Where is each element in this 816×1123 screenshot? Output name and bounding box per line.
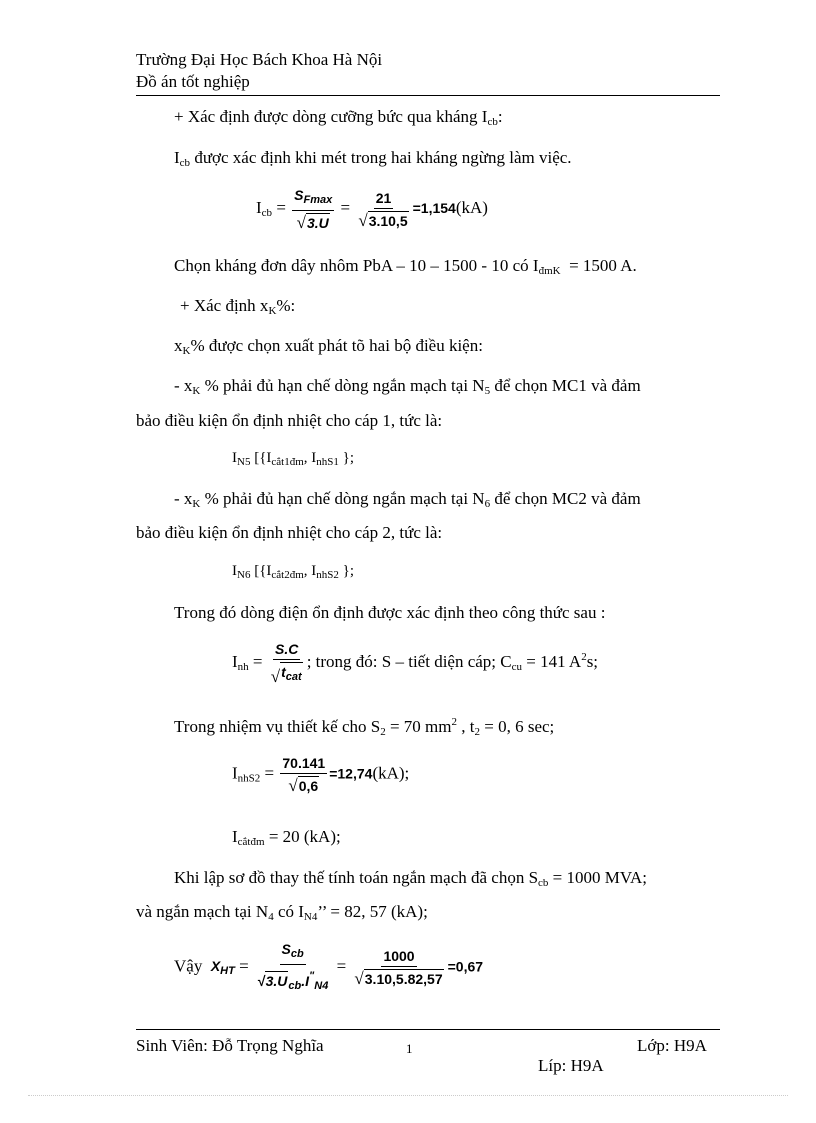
p9-a: I <box>232 563 237 579</box>
eq1-frac2: 21 √ 3.10,5 <box>358 189 408 230</box>
p9-d: }; <box>338 563 355 579</box>
footer-class-duplicate: Líp: H9A <box>538 1056 604 1075</box>
eq1-result: =1,154 <box>412 199 456 216</box>
p12-tail: = 20 (kA); <box>264 827 341 846</box>
eq4-den1: 3.U <box>265 973 288 989</box>
equation-inhs2: $I_{nhS2}$ = 70.141 √ 0,6 =12,74(kA); <box>232 755 410 795</box>
p7-b-sub: cắt1đm <box>271 456 304 468</box>
p13a-tail: = 1000 MVA; <box>548 868 647 887</box>
p4-sub: K <box>268 305 277 317</box>
eq4-den1-i: .I <box>301 973 310 989</box>
eq4-lhs-sub: HT <box>220 965 235 978</box>
line-p2 <box>174 148 572 169</box>
line-p13b <box>136 902 428 923</box>
p7-a: I <box>232 450 237 466</box>
header-university: Trường Đại Học Bách Khoa Hà Nội <box>136 50 383 69</box>
p1-text: + Xác định được dòng cưỡng bức qua kháng I <box>174 107 488 126</box>
p4-text: + Xác định x <box>180 296 269 315</box>
p11-mid: = 70 mm <box>385 717 452 736</box>
line-p7 <box>232 450 354 468</box>
eq4-den1-sup: " <box>309 970 315 982</box>
line-p6b: bảo điều kiện ổn định nhiệt cho cáp 1, tức là: <box>136 411 443 430</box>
p13b-text: và ngắn mạch tại N <box>136 902 269 921</box>
p5-tail: % được chọn xuất phát tõ hai bộ điều kiện: <box>190 336 483 355</box>
p7-b: [{I <box>250 450 272 466</box>
eq2-frac: S.C √ $t_{cat}$ <box>270 641 302 686</box>
p5-text: x <box>174 336 183 355</box>
eq4-label: Vậy <box>174 956 203 976</box>
eq1-unit: (kA) <box>455 197 488 217</box>
p13b-sub: 4 <box>268 911 274 923</box>
p13a-text: Khi lập sơ đồ thay thế tính toán ngắn mạch đã chọn S <box>174 868 539 887</box>
p5-sub: K <box>182 345 191 357</box>
p8a-text: - x <box>174 489 193 508</box>
eq4-den2: 3.10,5.82,57 <box>364 971 443 987</box>
p11-sup: 2 <box>451 716 457 728</box>
p11-text: Trong nhiệm vụ thiết kế cho S <box>174 717 381 736</box>
line-p13a <box>174 868 647 889</box>
p3-sub: đmK <box>538 265 561 277</box>
p1-sub: cb <box>487 116 498 128</box>
eq2-tail2: = 141 A <box>522 651 582 671</box>
p13b-tail: ’’ = 82, 57 (kA); <box>317 902 428 921</box>
p3-tail: = 1500 A. <box>569 256 637 275</box>
eq2-tail-sub: cu <box>511 660 522 673</box>
line-p3 <box>174 256 637 277</box>
eq4-result: =0,67 <box>447 958 484 975</box>
eq3-num: 70.141 <box>280 754 327 774</box>
p6a-mid: % phải đủ hạn chế dòng ngắn mạch tại N <box>200 376 485 395</box>
eq4-frac1: $S_{cb}$ √ 3.U $_{cb}.I^"_{N4}$ <box>256 941 329 992</box>
eq4-num2: 1000 <box>381 947 416 967</box>
equation-xht: Vậy $X_{HT}$ = $S_{cb}$ √ 3.U $_{cb}.I^"_{N4}$ = 1000 √ 3.10,5.82,57 =0,67 <box>174 940 483 995</box>
eq3-lhs: I <box>232 763 238 783</box>
p2-text: được xác định khi mét trong hai kháng ngừng làm việc. <box>190 148 572 167</box>
eq2-tail: ; trong đó: S – tiết diện cáp; C <box>306 651 512 671</box>
equation-icb: $I_{cb}$ = $S_{Fmax}$ √ 3.U = 21 √ 3.10,5 =1,154(kA) <box>256 187 488 232</box>
eq3-unit: (kA); <box>372 763 410 783</box>
eq1-den1: 3.U <box>306 215 329 231</box>
p2-symbol: I <box>174 148 180 167</box>
eq4-den1-isub: N4 <box>314 980 329 992</box>
p4-tail: %: <box>276 296 296 315</box>
eq4-lhs: X <box>210 958 221 975</box>
p11-sub2: 2 <box>474 726 480 738</box>
eq4-num1: S <box>281 941 291 957</box>
p9-a-sub: N6 <box>237 569 251 581</box>
p2-sub: cb <box>179 157 191 169</box>
line-p5 <box>174 336 483 357</box>
p13b-sub2: N4 <box>303 911 318 923</box>
p8a-tail: để chọn MC2 và đảm <box>490 489 641 508</box>
line-p8a <box>174 489 641 510</box>
eq2-tail-sup: 2 <box>581 650 587 663</box>
p13a-sub: cb <box>538 877 549 889</box>
eq2-tail3: s; <box>586 651 599 671</box>
footer-rule <box>136 1029 720 1030</box>
line-p10: Trong đó dòng điện ổn định được xác định theo công thức sau : <box>174 603 606 622</box>
p9-c-sub: nhS2 <box>316 569 339 581</box>
equation-inh: $I_{nh}$ = S.C √ $t_{cat}$ ; trong đó: S – tiết diện cáp; $C_{cu} = 141$ $A^2s$; <box>232 641 599 686</box>
p7-a-sub: N5 <box>237 456 251 468</box>
p6a-tail: để chọn MC1 và đảm <box>490 376 641 395</box>
page-bottom-divider <box>28 1095 788 1096</box>
p3-text: Chọn kháng đơn dây nhôm PbA – 10 – 1500 - 10 có I <box>174 256 539 275</box>
p11-sub: 2 <box>380 726 386 738</box>
eq4-frac2: 1000 √ 3.10,5.82,57 <box>354 948 443 988</box>
eq2-den-sub: cat <box>285 671 302 683</box>
footer-student: Sinh Viên: Đỗ Trọng Nghĩa <box>136 1036 324 1055</box>
header-project: Đồ án tốt nghiệp <box>136 72 250 91</box>
p8a-mid: % phải đủ hạn chế dòng ngắn mạch tại N <box>200 489 485 508</box>
eq2-lhs-sub: nh <box>237 660 249 673</box>
line-p9 <box>232 563 354 581</box>
p6a-text: - x <box>174 376 193 395</box>
line-p4 <box>180 296 295 317</box>
eq3-lhs-sub: nhS2 <box>237 772 261 785</box>
p12-text: I <box>232 827 238 846</box>
line-p12 <box>232 827 341 848</box>
eq1-lhs-sub: cb <box>261 206 273 219</box>
eq2-den: t <box>281 664 286 680</box>
p9-b: [{I <box>250 563 272 579</box>
p8a-sub2: 6 <box>484 498 491 510</box>
eq1-num1-sub: Fmax <box>303 194 333 206</box>
footer-class: Lớp: H9A <box>637 1036 707 1055</box>
p9-c: , I <box>303 563 317 579</box>
eq1-den2: 3.10,5 <box>368 212 408 229</box>
p6a-sub2: 5 <box>484 385 491 397</box>
eq4-num1-sub: cb <box>290 948 304 960</box>
p7-c-sub: nhS1 <box>316 456 339 468</box>
eq2-num: S.C <box>273 640 300 660</box>
p11-tail: = 0, 6 sec; <box>479 717 555 736</box>
eq1-num2: 21 <box>374 189 394 209</box>
p13b-mid: có I <box>273 902 304 921</box>
eq1-num1: S <box>294 187 304 203</box>
eq3-result: =12,74 <box>329 765 373 782</box>
line-p11 <box>174 716 554 738</box>
eq3-den: 0,6 <box>298 778 319 794</box>
p6a-sub: K <box>192 385 201 397</box>
p11-mid2: , t <box>457 717 475 736</box>
p7-c: , I <box>303 450 317 466</box>
p12-sub: cắtđm <box>237 836 265 848</box>
eq3-frac: 70.141 √ 0,6 <box>282 755 326 795</box>
p7-d: }; <box>338 450 355 466</box>
eq2-lhs: I <box>232 651 238 671</box>
eq1-frac1: $S_{Fmax}$ √ 3.U <box>294 187 333 232</box>
eq1-lhs: I <box>256 197 262 217</box>
line-p6a <box>174 376 641 397</box>
p8a-sub: K <box>192 498 201 510</box>
p9-b-sub: cắt2đm <box>271 569 304 581</box>
footer-page-number: 1 <box>406 1041 413 1056</box>
line-p1: + Xác định được dòng cưỡng bức qua kháng $I_{cb}$: <box>174 107 503 128</box>
eq4-den1-sub: cb <box>288 980 302 992</box>
line-p8b: bảo điều kiện ổn định nhiệt cho cáp 2, tức là: <box>136 523 443 542</box>
header-rule <box>136 95 720 96</box>
